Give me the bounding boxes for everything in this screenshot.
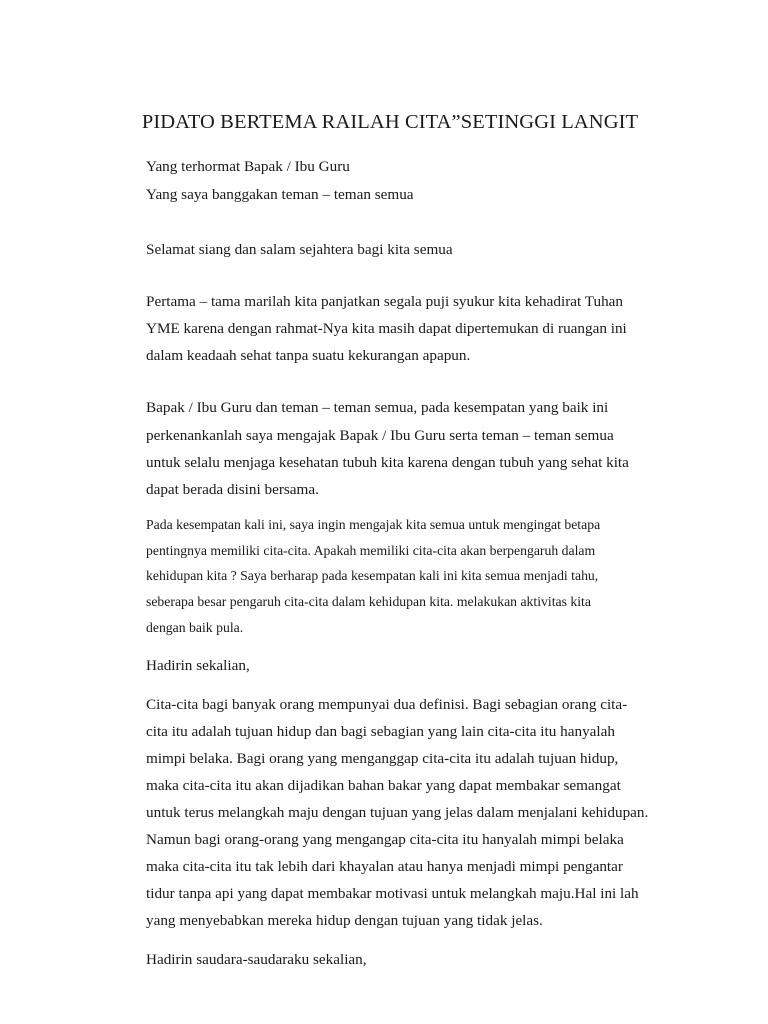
address-line: Hadirin sekalian, bbox=[146, 657, 250, 674]
paragraph-line: Pada kesempatan kali ini, saya ingin mengajak kita semua untuk mengingat betapa bbox=[146, 518, 601, 533]
paragraph-line: dalam keadaah sehat tanpa suatu kekurangan apapun. bbox=[146, 347, 471, 364]
paragraph-line: tidur tanpa api yang dapat membakar motivasi untuk melangkah maju.Hal ini lah bbox=[146, 885, 639, 902]
paragraph-line: dengan baik pula. bbox=[146, 621, 244, 636]
paragraph-line: untuk terus melangkah maju dengan tujuan yang jelas dalam menjalani kehidupan. bbox=[146, 804, 649, 821]
paragraph-line: yang menyebabkan mereka hidup dengan tujuan yang tidak jelas. bbox=[146, 912, 543, 929]
greeting-line: Yang saya banggakan teman – teman semua bbox=[146, 186, 414, 203]
paragraph-line: seberapa besar pengaruh cita-cita dalam kehidupan kita. melakukan aktivitas kita bbox=[146, 595, 591, 610]
paragraph-line: untuk selalu menjaga kesehatan tubuh kita karena dengan tubuh yang sehat kita bbox=[146, 454, 629, 471]
paragraph-line: mimpi belaka. Bagi orang yang menganggap cita-cita itu adalah tujuan hidup, bbox=[146, 750, 619, 767]
paragraph-line: Pertama – tama marilah kita panjatkan segala puji syukur kita kehadirat Tuhan bbox=[146, 293, 624, 310]
paragraph-line: Namun bagi orang-orang yang mengangap cita-cita itu hanyalah mimpi belaka bbox=[146, 831, 624, 848]
greeting-line: Yang terhormat Bapak / Ibu Guru bbox=[146, 158, 350, 175]
opening-line: Selamat siang dan salam sejahtera bagi kita semua bbox=[146, 241, 453, 258]
paragraph-line: Cita-cita bagi banyak orang mempunyai dua definisi. Bagi sebagian orang cita- bbox=[146, 696, 628, 713]
paragraph-line: perkenankanlah saya mengajak Bapak / Ibu Guru serta teman – teman semua bbox=[146, 427, 614, 444]
paragraph-line: maka cita-cita itu akan dijadikan bahan bakar yang dapat membakar semangat bbox=[146, 777, 621, 794]
paragraph-line: maka cita-cita itu tak lebih dari khayalan atau hanya menjadi mimpi pengantar bbox=[146, 858, 623, 875]
document-title: PIDATO BERTEMA RAILAH CITA”SETINGGI LANGIT bbox=[141, 111, 639, 133]
paragraph-line: YME karena dengan rahmat-Nya kita masih dapat dipertemukan di ruangan ini bbox=[146, 320, 627, 337]
paragraph-line: pentingnya memiliki cita-cita. Apakah memiliki cita-cita akan berpengaruh dalam bbox=[146, 544, 596, 559]
paragraph-line: kehidupan kita ? Saya berharap pada kesempatan kali ini kita semua menjadi tahu, bbox=[146, 569, 599, 584]
address-line: Hadirin saudara-saudaraku sekalian, bbox=[146, 951, 367, 968]
paragraph-line: dapat berada disini bersama. bbox=[146, 481, 319, 498]
paragraph-line: cita itu adalah tujuan hidup dan bagi sebagian yang lain cita-cita itu hanyalah bbox=[146, 723, 615, 740]
paragraph-line: Bapak / Ibu Guru dan teman – teman semua, pada kesempatan yang baik ini bbox=[146, 399, 609, 416]
